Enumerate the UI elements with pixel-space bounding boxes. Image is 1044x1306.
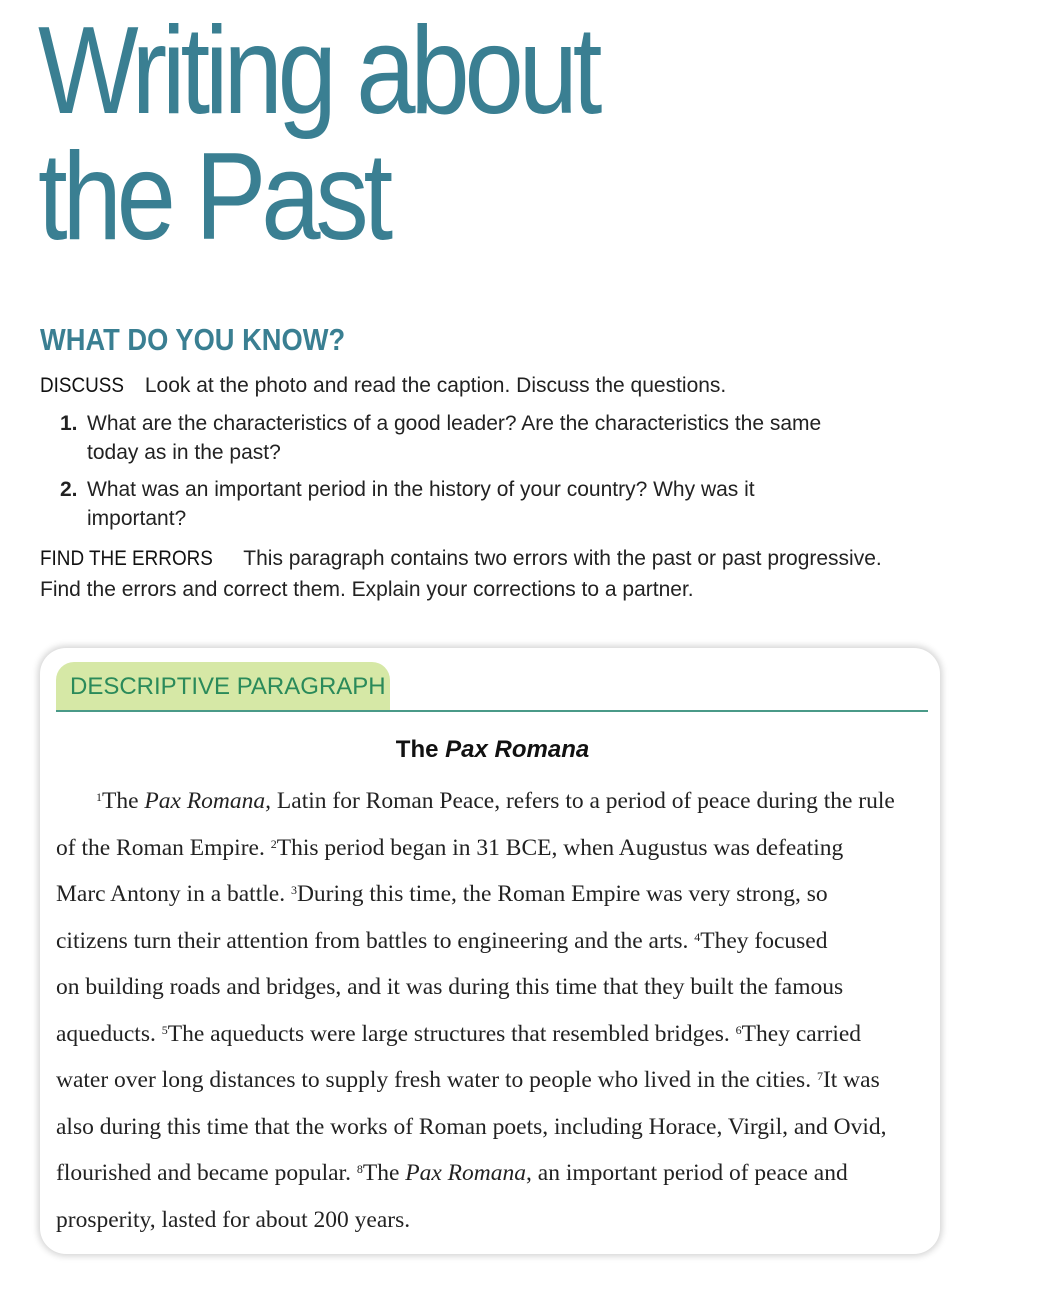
paragraph-line (56, 871, 928, 918)
paragraph-line (56, 1057, 928, 1104)
question-text-line: What was an important period in the history of your country? Why was it (87, 478, 755, 501)
question-number: 2. (60, 478, 78, 501)
paragraph-text: The (102, 788, 145, 814)
sentence-number: 2 (270, 836, 277, 851)
paragraph-text: During this time, the Roman Empire was very strong, so (296, 881, 828, 907)
paragraph-text: Pax Romana, (144, 788, 272, 814)
question-text-line: today as in the past? (87, 441, 281, 464)
paragraph-text: , an important period of peace and (526, 1160, 848, 1186)
paragraph-body (56, 778, 928, 1243)
paragraph-text: Pax Romana (405, 1160, 527, 1186)
section-heading: WHAT DO YOU KNOW? (40, 322, 346, 357)
page-title-line-2: the Past (38, 128, 388, 266)
sentence-number: 5 (161, 1022, 168, 1037)
paragraph-text: flourished and became popular. (56, 1160, 357, 1186)
paragraph-text: This period began in 31 BCE, when Augustus was defeating (276, 834, 844, 861)
paragraph-title-italic: Pax Romana (445, 736, 590, 763)
paragraph-text: water over long distances to supply fresh water to people who lived in the cities. (56, 1067, 817, 1093)
paragraph-text: They carried (741, 1020, 862, 1047)
sentence-number: 4 (694, 929, 701, 944)
paragraph-text: citizens turn their attention from battles to engineering and the arts. (56, 927, 695, 954)
question-text-line: What are the characteristics of a good leader? Are the characteristics the same (87, 412, 822, 435)
sentence-number: 3 (290, 883, 297, 897)
sentence-number: 1 (96, 790, 102, 804)
paragraph-text: They focused (700, 927, 828, 954)
question-number: 1. (60, 412, 78, 435)
sentence-number: 6 (735, 1022, 742, 1037)
paragraph-line (56, 778, 928, 825)
paragraph-text: also during this time that the works of Roman poets, including Horace, Virgil, and Ovid, (56, 1113, 887, 1140)
page-title (38, 2, 598, 266)
find-errors-text-line-2: Find the errors and correct them. Explain your corrections to a partner. (40, 578, 694, 601)
sentence-number: 7 (816, 1069, 823, 1083)
paragraph-text: Marc Antony in a battle. (56, 881, 291, 907)
paragraph-text: of the Roman Empire. (56, 834, 271, 861)
paragraph-line (56, 918, 928, 965)
discuss-text: Look at the photo and read the caption. Discuss the questions. (144, 374, 727, 397)
discuss-label: DISCUSS (40, 374, 125, 397)
find-errors-text-line-1: This paragraph contains two errors with the past or past progressive. (243, 547, 882, 570)
find-errors-label: FIND THE ERRORS (40, 547, 213, 570)
sentence-number: 8 (356, 1162, 363, 1176)
paragraph-text: on building roads and bridges, and it was during this time that they built the famous (56, 974, 844, 1000)
question-text-line: important? (87, 507, 187, 530)
descriptive-paragraph-box (40, 648, 940, 1254)
paragraph-text: The (362, 1160, 406, 1186)
paragraph-line (56, 1197, 928, 1244)
question-2 (60, 475, 920, 533)
paragraph-line (56, 964, 928, 1011)
paragraph-line (56, 825, 928, 872)
paragraph-type-tab: DESCRIPTIVE PARAGRAPH (56, 662, 390, 711)
page-title-line-1: Writing about (38, 2, 598, 140)
paragraph-text: prosperity, lasted for about 200 years. (56, 1206, 411, 1233)
paragraph-text: The aqueducts were large structures that resembled bridges. (167, 1020, 736, 1047)
paragraph-line (56, 1011, 928, 1058)
paragraph-text: Latin for Roman Peace, refers to a period of peace during the rule (271, 788, 895, 814)
paragraph-line (56, 1150, 928, 1197)
paragraph-text: aqueducts. (56, 1020, 162, 1047)
paragraph-line (56, 1104, 928, 1151)
question-1 (60, 409, 920, 467)
discuss-instruction (40, 370, 940, 401)
find-errors-instruction (40, 543, 940, 605)
paragraph-title (40, 736, 945, 764)
tab-divider (56, 710, 928, 712)
paragraph-title-plain: The (395, 736, 439, 763)
paragraph-text: It was (822, 1067, 880, 1093)
